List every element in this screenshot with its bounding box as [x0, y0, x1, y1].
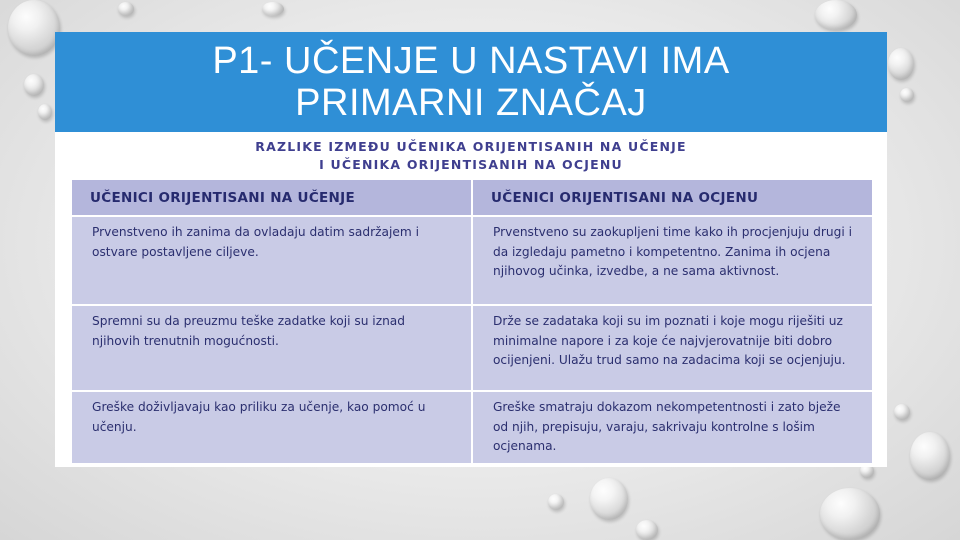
water-drop-decoration: [8, 0, 60, 56]
figure-heading: [55, 138, 887, 174]
water-drop-decoration: [815, 0, 857, 30]
comparison-table: [70, 178, 874, 465]
water-drop-decoration: [118, 2, 134, 16]
table-cell: Greške doživljavaju kao priliku za učenje, kao pomoć u učenju.: [71, 391, 472, 464]
water-drop-decoration: [548, 494, 564, 510]
water-drop-decoration: [900, 88, 914, 102]
table-cell: Drže se zadataka koji su im poznati i koje mogu riješiti uz minimalne napore i za koje će najvjerovatnije biti dobro ocijenjeni. Ulažu trud samo na zadacima koji se ocjenjuju.: [472, 305, 873, 391]
slide-title: [55, 40, 887, 124]
table-cell: Greške smatraju dokazom nekompetentnosti i zato bježe od njih, prepisuju, varaju, sakrivaju kontrolne s lošim ocjenama.: [472, 391, 873, 464]
water-drop-decoration: [262, 2, 284, 16]
column-header-learning: UČENICI ORIJENTISANI NA UČENJE: [71, 179, 472, 216]
slide-title-line-2: PRIMARNI ZNAČAJ: [295, 82, 647, 124]
table-row: [71, 391, 873, 464]
table-row: [71, 305, 873, 391]
table-cell: Prvenstveno ih zanima da ovladaju datim sadržajem i ostvare postavljene ciljeve.: [71, 216, 472, 305]
water-drop-decoration: [636, 520, 658, 540]
figure-heading-line-1: RAZLIKE IZMEĐU UČENIKA ORIJENTISANIH NA UČENJE: [255, 139, 687, 154]
water-drop-decoration: [888, 48, 914, 80]
water-drop-decoration: [590, 478, 628, 520]
column-header-grade: UČENICI ORIJENTISANI NA OCJENU: [472, 179, 873, 216]
water-drop-decoration: [38, 104, 52, 120]
slide-title-line-1: P1- UČENJE U NASTAVI IMA: [212, 40, 730, 82]
water-drop-decoration: [24, 74, 44, 96]
figure-heading-line-2: I UČENIKA ORIJENTISANIH NA OCJENU: [319, 157, 623, 172]
water-drop-decoration: [910, 432, 950, 480]
table-cell: Prvenstveno su zaokupljeni time kako ih procjenjuju drugi i da izgledaju pametno i kompetentno. Zanima ih ocjena njihovog učinka, izvedbe, a ne sama aktivnost.: [472, 216, 873, 305]
water-drop-decoration: [820, 488, 880, 540]
table-header-row: [71, 179, 873, 216]
table-cell: Spremni su da preuzmu teške zadatke koji su iznad njihovih trenutnih mogućnosti.: [71, 305, 472, 391]
table-row: [71, 216, 873, 305]
water-drop-decoration: [894, 404, 910, 420]
